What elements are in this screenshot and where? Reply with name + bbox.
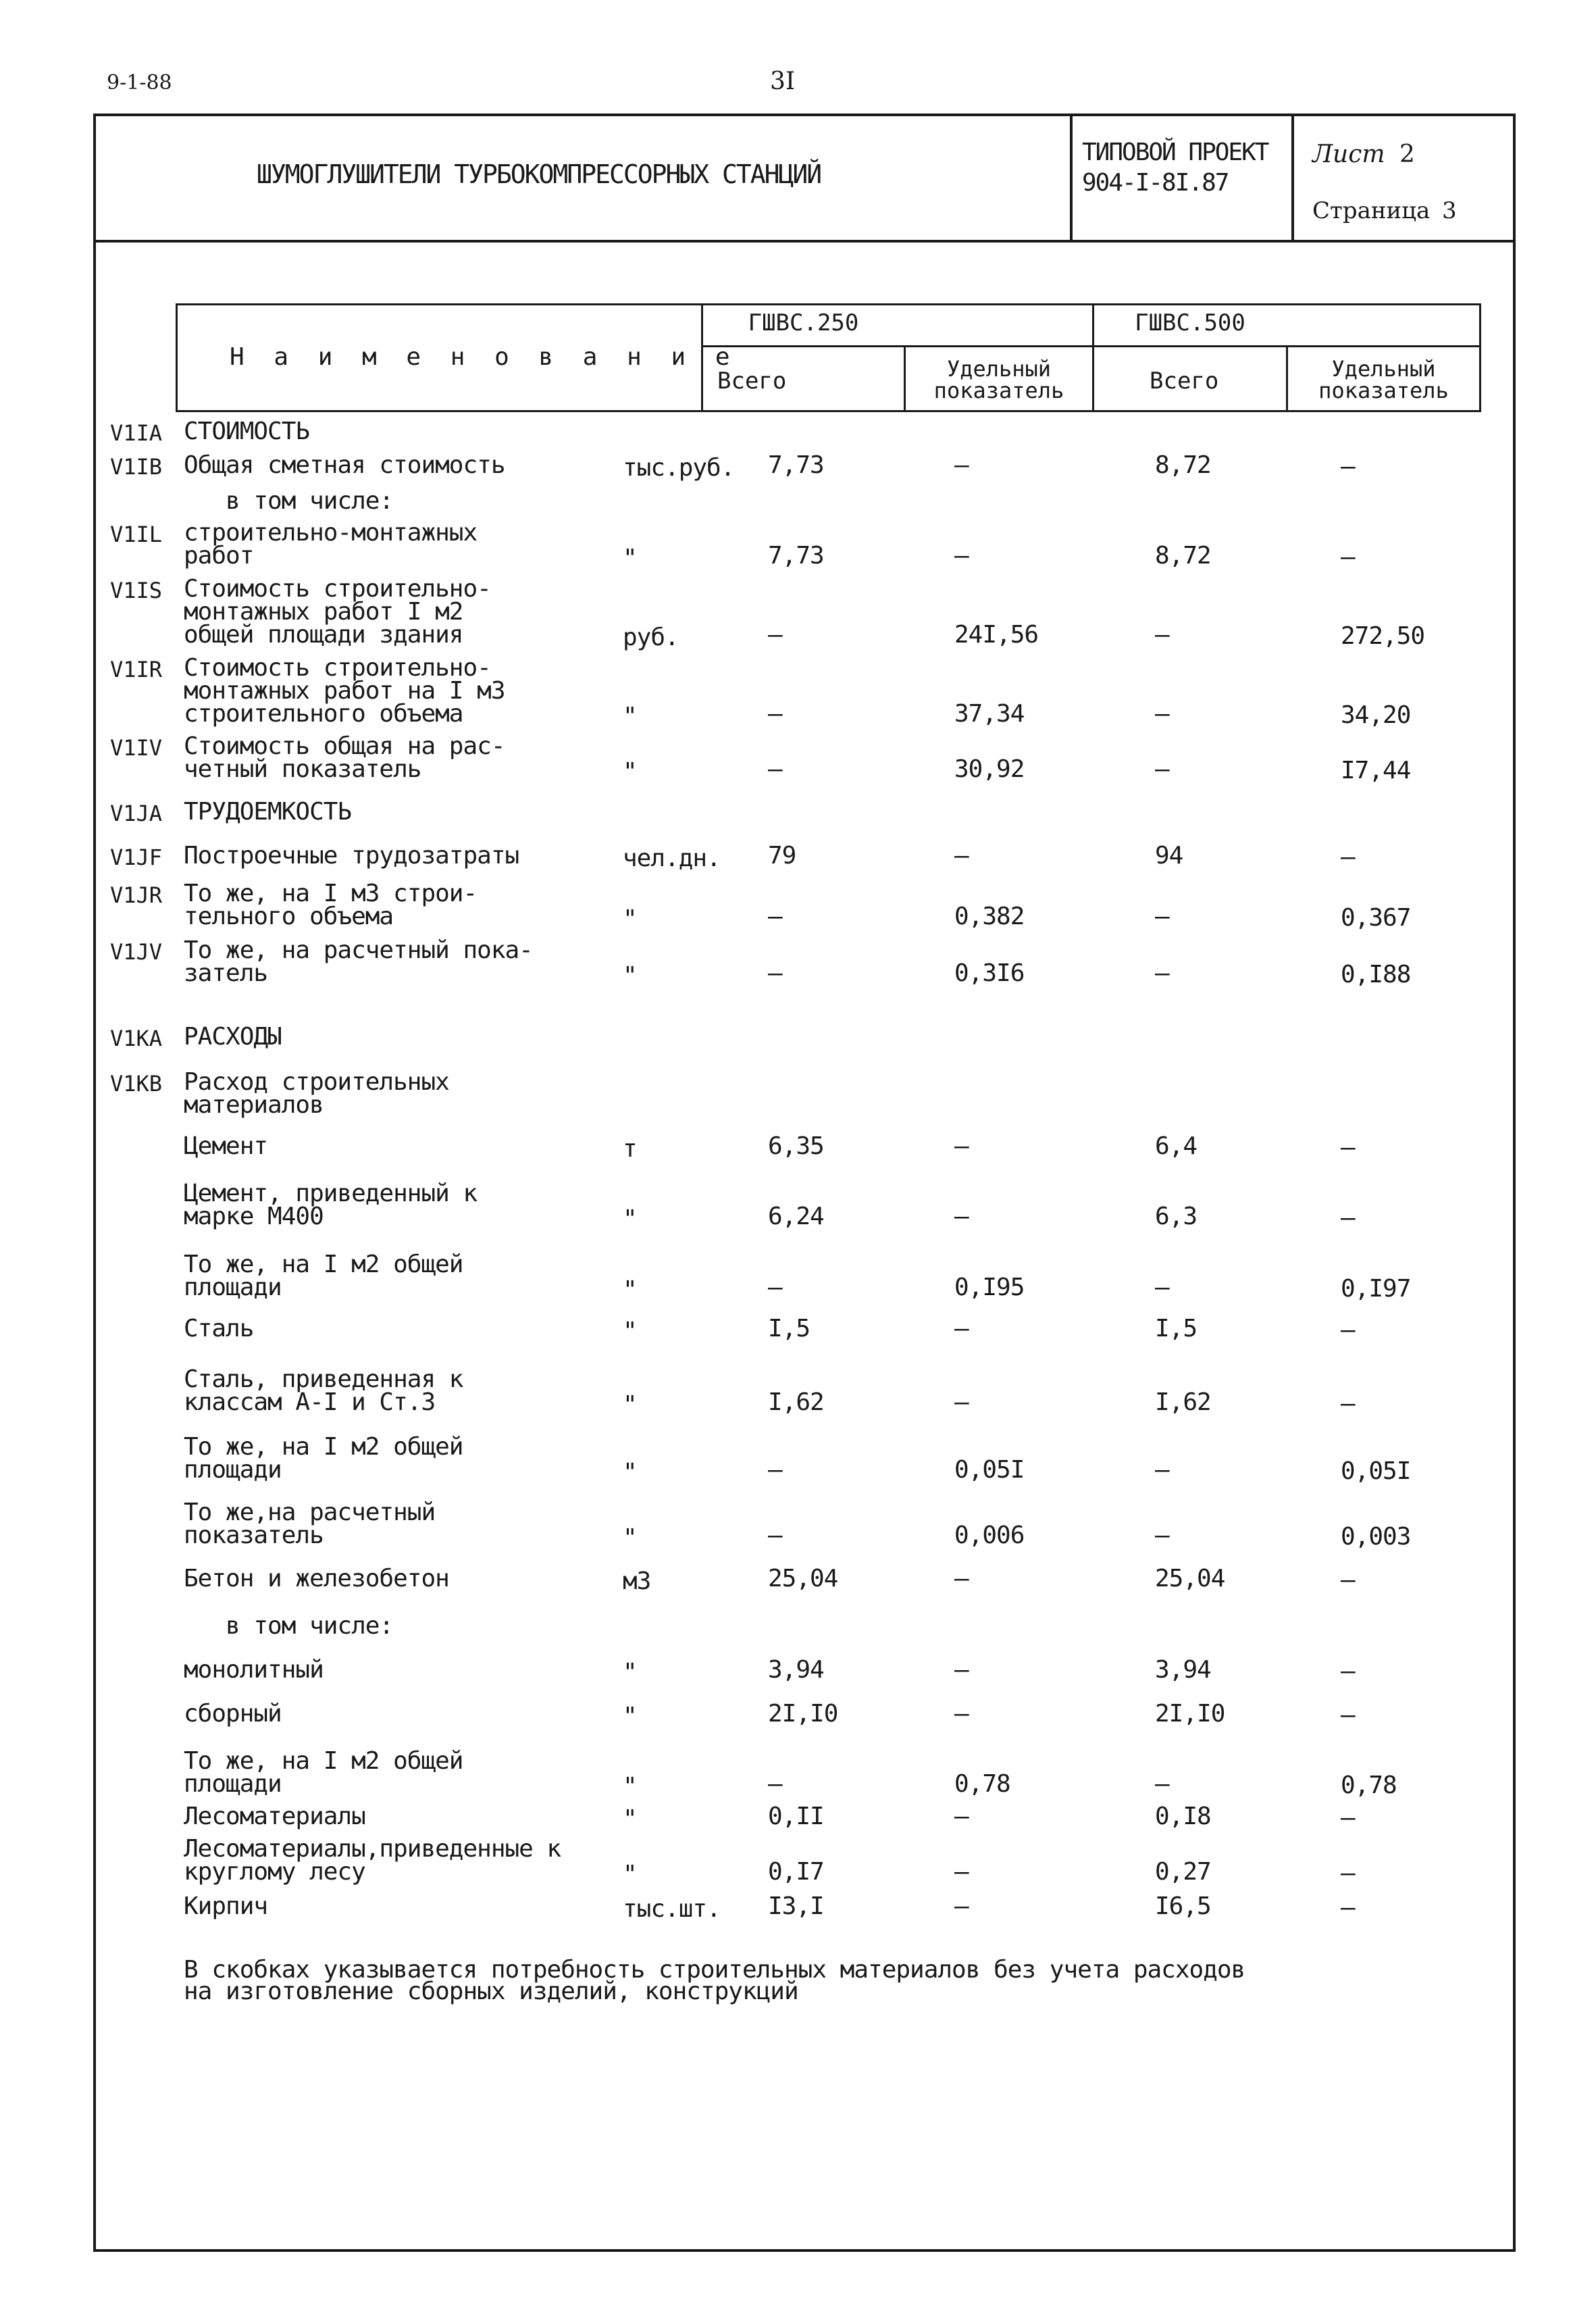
row-total-250: – <box>768 1456 782 1484</box>
row-specific-500: 0,I88 <box>1341 961 1411 988</box>
row-name: Лесоматериалы <box>184 1803 365 1830</box>
row-total-250: 79 <box>768 842 796 870</box>
row-name: То же, на расчетный пока- затель <box>184 936 533 987</box>
row-name: Стоимость строительно- монтажных работ на I м3 строительного объема <box>184 654 505 728</box>
row-total-500: 25,04 <box>1155 1565 1225 1592</box>
row-specific-500: 272,50 <box>1341 622 1425 650</box>
row-unit: " <box>623 1861 637 1888</box>
row-total-250: – <box>768 700 782 728</box>
row-total-500: 94 <box>1155 842 1183 870</box>
row-unit: " <box>623 545 637 572</box>
row-specific-500: – <box>1341 843 1355 871</box>
group1-header: ГШВС.250 <box>748 309 859 336</box>
row-specific-250: 37,34 <box>954 700 1025 728</box>
row-specific-250: – <box>954 1565 969 1592</box>
group1-specific-header: Удельный показатель <box>933 356 1064 403</box>
row-code: V1JF <box>110 845 163 870</box>
row-specific-500: – <box>1341 1134 1355 1161</box>
row-name: Расход строительных материалов <box>184 1068 449 1119</box>
row-total-500: – <box>1155 1521 1169 1549</box>
row-total-500: 8,72 <box>1155 451 1211 479</box>
row-total-250: 7,73 <box>768 451 824 479</box>
row-name: То же, на I м2 общей площади <box>184 1433 463 1484</box>
row-specific-500: – <box>1341 453 1355 480</box>
row-specific-250: 0,3I6 <box>954 959 1025 987</box>
row-specific-250: – <box>954 842 969 870</box>
row-total-500: 6,3 <box>1155 1203 1198 1230</box>
page-no: 3 <box>1442 197 1457 224</box>
row-unit: " <box>623 758 637 786</box>
row-total-500: – <box>1155 959 1169 987</box>
row-code: V1IV <box>110 735 163 761</box>
row-name: ТРУДОЕМКОСТЬ <box>184 798 352 826</box>
title-block-divider <box>93 240 1516 243</box>
row-total-250: I,62 <box>768 1388 824 1416</box>
row-total-250: 0,I7 <box>768 1858 824 1886</box>
row-specific-500: I7,44 <box>1341 757 1411 784</box>
row-unit: " <box>623 703 637 730</box>
sheet-label: Лист <box>1312 141 1385 168</box>
name-column-header: Н а и м е н о в а н и е <box>230 343 738 371</box>
footnote: В скобках указывается потребность строительных материалов без учета расходов на изготовление сборных изделий, конструкций <box>184 1956 1245 2005</box>
row-unit: " <box>623 1805 637 1833</box>
row-specific-250: 0,382 <box>954 903 1025 930</box>
row-name: То же, на I м2 общей площади <box>184 1747 463 1798</box>
page-number: 3I <box>770 68 796 95</box>
row-specific-500: 0,367 <box>1341 904 1411 932</box>
row-unit: " <box>623 1205 637 1233</box>
row-specific-250: – <box>954 542 969 570</box>
row-name: То же, на I м2 общей площади <box>184 1251 463 1301</box>
group1-total-header: Всего <box>717 368 787 395</box>
row-unit: тыс.руб. <box>623 454 735 482</box>
row-specific-250: – <box>954 1892 969 1920</box>
row-specific-500: 0,05I <box>1341 1457 1411 1485</box>
row-total-500: I,5 <box>1155 1315 1198 1342</box>
row-total-250: – <box>768 1274 782 1301</box>
row-unit: м3 <box>623 1567 651 1595</box>
row-total-250: 6,35 <box>768 1132 824 1160</box>
row-code: V1JA <box>110 801 163 826</box>
project-label: ТИПОВОЙ ПРОЕКТ <box>1082 139 1268 166</box>
row-total-500: I,62 <box>1155 1388 1211 1416</box>
row-specific-250: – <box>954 1656 969 1684</box>
row-total-250: – <box>768 959 782 987</box>
row-total-250: 2I,I0 <box>768 1700 838 1728</box>
row-unit: " <box>623 1276 637 1304</box>
row-unit: чел.дн. <box>623 845 721 872</box>
row-total-250: I,5 <box>768 1315 810 1342</box>
row-total-500: – <box>1155 621 1169 649</box>
row-code: V1KB <box>110 1071 163 1097</box>
row-total-250: – <box>768 1770 782 1798</box>
row-specific-500: – <box>1341 1316 1355 1344</box>
row-total-500: – <box>1155 1456 1169 1484</box>
row-name: РАСХОДЫ <box>184 1023 282 1051</box>
row-total-250: 3,94 <box>768 1656 824 1684</box>
row-name: Цемент, приведенный к марке М400 <box>184 1180 478 1230</box>
row-code: V1JV <box>110 939 163 965</box>
row-total-500: – <box>1155 1770 1169 1798</box>
row-specific-500: – <box>1341 1701 1355 1729</box>
row-name: в том числе: <box>184 1612 394 1640</box>
group2-header: ГШВС.500 <box>1135 309 1245 336</box>
row-name: Сталь, приведенная к классам А-I и Ст.3 <box>184 1365 463 1416</box>
row-code: V1IS <box>110 578 163 603</box>
row-name: Общая сметная стоимость <box>184 451 505 479</box>
row-total-500: 2I,I0 <box>1155 1700 1225 1728</box>
row-name: строительно-монтажных работ <box>184 519 478 570</box>
row-unit: " <box>623 1524 637 1552</box>
row-name: сборный <box>184 1700 282 1728</box>
row-specific-500: – <box>1341 1657 1355 1685</box>
row-specific-250: 0,05I <box>954 1456 1025 1484</box>
row-unit: " <box>623 1703 637 1730</box>
row-unit: " <box>623 962 637 990</box>
row-specific-250: – <box>954 1203 969 1230</box>
row-total-500: 6,4 <box>1155 1132 1198 1160</box>
row-total-500: 0,I8 <box>1155 1803 1211 1830</box>
row-specific-250: – <box>954 1858 969 1886</box>
title-block-sep-2 <box>1291 114 1294 241</box>
row-unit: " <box>623 1391 637 1419</box>
row-unit: " <box>623 1659 637 1686</box>
row-specific-250: – <box>954 451 969 479</box>
row-code: V1IA <box>110 420 163 446</box>
row-specific-250: – <box>954 1132 969 1160</box>
corner-code: 9-1-88 <box>107 71 172 95</box>
row-specific-500: – <box>1341 1204 1355 1232</box>
row-code: V1JR <box>110 882 163 908</box>
row-unit: тыс.шт. <box>623 1895 721 1923</box>
row-specific-250: – <box>954 1315 969 1342</box>
project-number: 904-I-8I.87 <box>1082 169 1229 197</box>
row-specific-500: 34,20 <box>1341 701 1411 729</box>
row-unit: " <box>623 1773 637 1801</box>
row-unit: руб. <box>623 624 679 651</box>
row-specific-250: – <box>954 1388 969 1416</box>
row-total-250: 6,24 <box>768 1203 824 1230</box>
row-total-500: – <box>1155 1274 1169 1301</box>
row-name: Сталь <box>184 1315 254 1342</box>
row-total-250: 0,II <box>768 1803 824 1830</box>
row-total-500: 8,72 <box>1155 542 1211 570</box>
group2-total-header: Всего <box>1150 368 1219 395</box>
row-name: Бетон и железобетон <box>184 1565 449 1592</box>
row-code: V1IL <box>110 522 163 547</box>
row-total-250: 7,73 <box>768 542 824 570</box>
row-code: V1KA <box>110 1026 163 1051</box>
row-specific-250: – <box>954 1803 969 1830</box>
row-total-500: – <box>1155 700 1169 728</box>
row-name: Стоимость общая на рас- четный показатель <box>184 732 505 783</box>
row-total-250: – <box>768 755 782 783</box>
page-label: Страница <box>1312 197 1431 224</box>
row-name: Стоимость строительно- монтажных работ I м2 общей площади здания <box>184 575 491 649</box>
row-specific-250: 0,78 <box>954 1770 1010 1798</box>
row-total-250: – <box>768 1521 782 1549</box>
row-specific-500: – <box>1341 1566 1355 1594</box>
row-name: Кирпич <box>184 1892 268 1920</box>
row-total-250: – <box>768 621 782 649</box>
row-specific-500: – <box>1341 1390 1355 1417</box>
row-name: Лесоматериалы,приведенные к круглому лесу <box>184 1835 561 1886</box>
row-unit: " <box>623 905 637 933</box>
title-block-sep-1 <box>1070 114 1073 241</box>
row-name: в том числе: <box>184 487 394 515</box>
row-code: V1IB <box>110 454 163 480</box>
document-title: ШУМОГЛУШИТЕЛИ ТУРБОКОМПРЕССОРНЫХ СТАНЦИЙ <box>257 159 821 189</box>
row-specific-250: 24I,56 <box>954 621 1039 649</box>
row-unit: " <box>623 1317 637 1345</box>
group2-specific-header: Удельный показатель <box>1318 356 1449 403</box>
row-specific-500: 0,78 <box>1341 1771 1397 1799</box>
row-name: То же, на I м3 строи- тельного объема <box>184 880 478 930</box>
row-name: Построечные трудозатраты <box>184 842 519 870</box>
row-total-250: I3,I <box>768 1892 824 1920</box>
row-total-500: 0,27 <box>1155 1858 1211 1886</box>
row-code: V1IR <box>110 657 163 682</box>
row-total-250: – <box>768 903 782 930</box>
row-specific-250: 30,92 <box>954 755 1025 783</box>
row-specific-500: – <box>1341 543 1355 571</box>
row-total-500: – <box>1155 903 1169 930</box>
row-specific-500: – <box>1341 1859 1355 1887</box>
row-name: СТОИМОСТЬ <box>184 418 310 445</box>
row-total-500: 3,94 <box>1155 1656 1211 1684</box>
row-specific-500: 0,I97 <box>1341 1275 1411 1303</box>
row-name: То же,на расчетный показатель <box>184 1499 436 1549</box>
row-specific-250: 0,I95 <box>954 1274 1025 1301</box>
sheet-number: 2 <box>1399 141 1415 168</box>
row-name: монолитный <box>184 1656 324 1684</box>
row-specific-500: – <box>1341 1894 1355 1921</box>
row-unit: " <box>623 1459 637 1486</box>
row-name: Цемент <box>184 1132 268 1160</box>
row-specific-500: – <box>1341 1804 1355 1832</box>
row-specific-250: – <box>954 1700 969 1728</box>
row-specific-500: 0,003 <box>1341 1523 1411 1551</box>
row-total-500: I6,5 <box>1155 1892 1211 1920</box>
row-total-250: 25,04 <box>768 1565 838 1592</box>
row-unit: т <box>623 1135 637 1163</box>
row-total-500: – <box>1155 755 1169 783</box>
row-specific-250: 0,006 <box>954 1521 1025 1549</box>
